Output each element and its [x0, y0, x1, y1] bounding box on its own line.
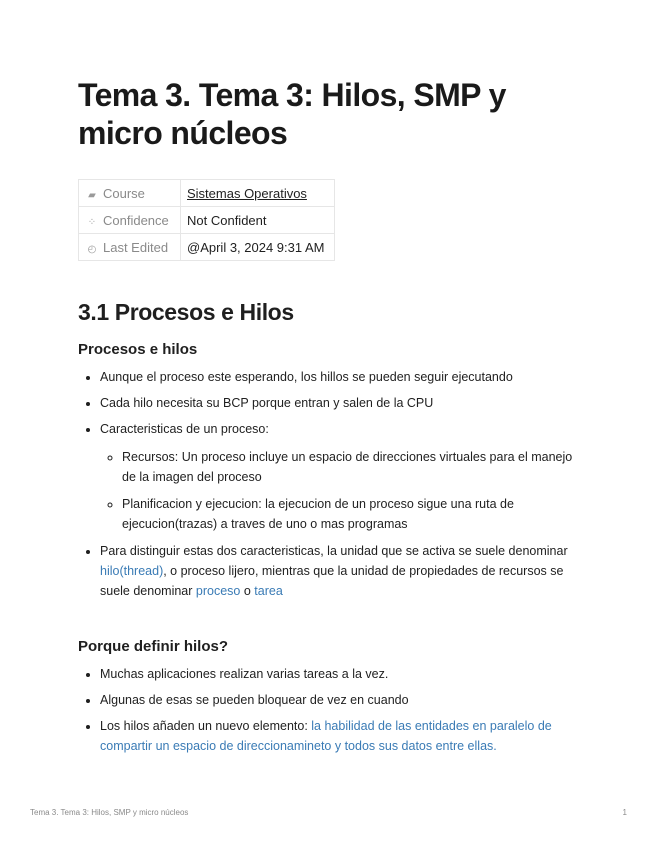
list-item: • Algunas de esas se pueden bloquear de vez en cuando: [100, 690, 578, 710]
nested-list: [100, 447, 578, 534]
property-value[interactable]: Not Confident: [181, 207, 335, 234]
highlight-proceso: proceso: [195, 584, 241, 598]
footer-title: Tema 3. Tema 3: Hilos, SMP y micro núcleos: [30, 808, 189, 817]
book-icon: ▰: [88, 189, 96, 201]
property-value[interactable]: [181, 180, 335, 207]
clock-icon: ◴: [87, 243, 97, 255]
list-item: • Los hilos añaden un nuevo elemento: la habilidad de las entidades en paralelo de compartir un espacio de direccionamineto y todos sus datos entre ellas.: [100, 716, 578, 756]
property-key: ⁘ Confidence: [79, 207, 181, 234]
list-item: • Para distinguir estas dos caracteristicas, la unidad que se activa se suele denominar hilo(thread), o proceso lijero, mientras que la unidad de propiedades de recursos se suele denominar proceso o tarea: [100, 541, 578, 601]
highlight-text: la habilidad de las entidades en paralelo de compartir un espacio de direccionamineto y todos sus datos entre ellas.: [100, 719, 552, 753]
subsection-heading: Procesos e hilos: [78, 341, 198, 358]
property-value: @April 3, 2024 9:31 AM: [181, 234, 335, 261]
list-item: • Cada hilo necesita su BCP porque entran y salen de la CPU: [100, 393, 578, 413]
list-item: • Caracteristicas de un proceso: ◦ Recursos: Un proceso incluye un espacio de direcciones virtuales para el manejo de la imagen del proceso ◦ Planificacion y ejecucion: la ejecucion de un proceso sigue una ruta de ejecucion(trazas) a traves de uno o mas programas: [100, 419, 578, 534]
list-item: • Muchas aplicaciones realizan varias tareas a la vez.: [100, 664, 578, 684]
property-row-course: [79, 180, 335, 207]
loading-icon: ⁘: [87, 216, 97, 228]
highlight-hilo: hilo(thread): [100, 564, 164, 578]
property-key: ▰ Course: [79, 180, 181, 207]
subsection-heading: Porque definir hilos?: [78, 638, 229, 655]
page-title: Tema 3. Tema 3: Hilos, SMP y micro núcleos: [78, 77, 506, 151]
document-page: [78, 76, 578, 762]
course-link[interactable]: Sistemas Operativos: [187, 185, 307, 201]
property-row-confidence: [79, 207, 335, 234]
property-key: ◴ Last Edited: [79, 234, 181, 261]
bullet-list: [78, 664, 578, 756]
bullet-list: [78, 367, 578, 601]
list-item: ◦ Planificacion y ejecucion: la ejecucion de un proceso sigue una ruta de ejecucion(trazas) a traves de uno o mas programas: [122, 494, 578, 534]
list-item: ◦ Recursos: Un proceso incluye un espacio de direcciones virtuales para el manejo de la imagen del proceso: [122, 447, 578, 487]
page-footer: [30, 808, 627, 817]
property-row-last-edited: [79, 234, 335, 261]
properties-table: [78, 179, 335, 261]
section-heading: 3.1 Procesos e Hilos: [78, 299, 294, 325]
highlight-tarea: tarea: [254, 584, 283, 598]
list-item: • Aunque el proceso este esperando, los hillos se pueden seguir ejecutando: [100, 367, 578, 387]
page-number: 1: [622, 808, 627, 817]
